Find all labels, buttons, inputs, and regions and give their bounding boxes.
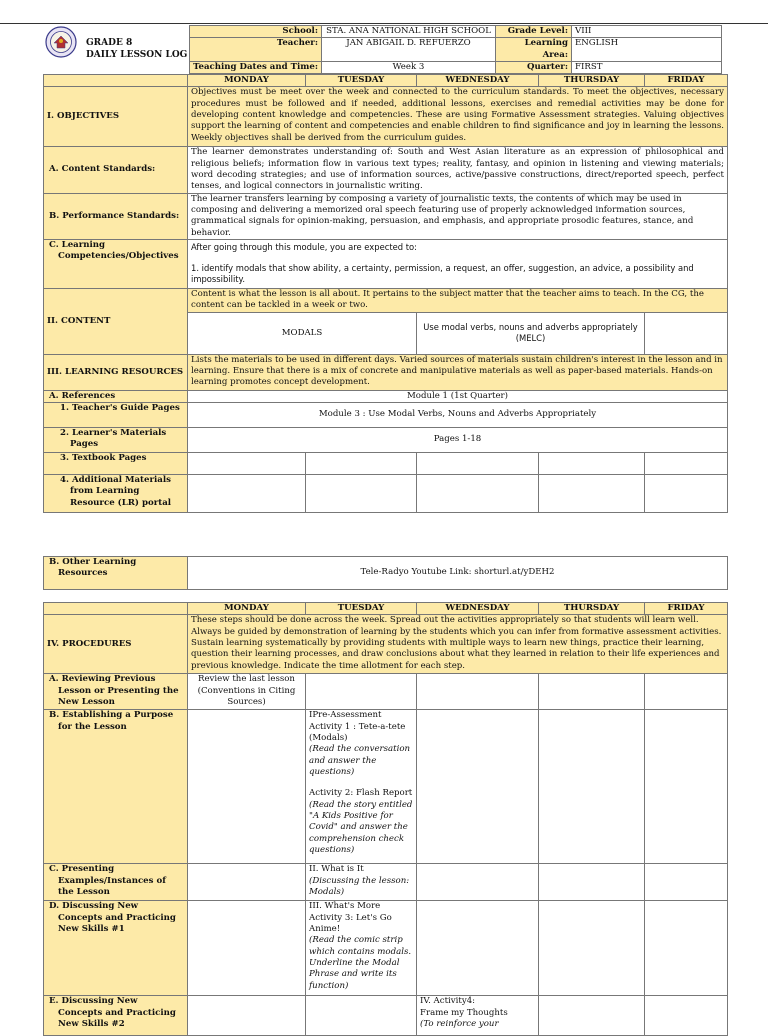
- proc-c-fri: [645, 864, 728, 901]
- day-thursday: THURSDAY: [539, 75, 645, 87]
- proc-day-thursday: THURSDAY: [539, 603, 645, 615]
- proc-d-tuesday: [306, 901, 417, 996]
- tg-label: 1. Teacher's Guide Pages: [44, 403, 188, 428]
- school-label: School:: [190, 26, 322, 38]
- references-value: Module 1 (1st Quarter): [188, 390, 728, 402]
- tg-value: Module 3 : Use Modal Verbs, Nouns and Adverbs Appropriately: [188, 403, 728, 428]
- activity-3: Activity 3: Let's Go Anime!: [309, 912, 392, 935]
- proc-e-label: E. Discussing New Concepts and Practicing New Skills #2: [44, 996, 188, 1036]
- proc-a-thu: [539, 674, 645, 710]
- content-text: Content is what the lesson is all about. It pertains to the subject matter that the teacher aims to teach. In the CG, the content can be tackled in a week or two.: [188, 289, 728, 313]
- quarter-value: FIRST: [572, 62, 722, 74]
- dates-value: Week 3: [322, 62, 496, 74]
- proc-day-friday: FRIDAY: [645, 603, 728, 615]
- references-label: A. References: [44, 390, 188, 402]
- deped-seal-icon: [45, 26, 77, 58]
- learning-area-value: ENGLISH: [572, 38, 722, 62]
- additional-fri: [645, 475, 728, 513]
- proc-corner-cell: [44, 603, 188, 615]
- objectives-text: Objectives must be meet over the week and connected to the curriculum standards. To meet the objectives, necessary procedures must be followed and if needed, additional lessons, exercises and remedial activities may be done for developing content knowledge and competencies. These are using Formative Assessment strategies. Valuing objectives support the learning of content and competencies and enable children to find significance and joy in learning the lessons. Weekly objectives shall be derived from the curriculum guides.: [188, 87, 728, 147]
- proc-c-wed: [417, 864, 539, 901]
- header-title: [86, 38, 187, 61]
- content-label: II. CONTENT: [44, 289, 188, 355]
- textbook-mon: [188, 453, 306, 475]
- proc-day-monday: MONDAY: [188, 603, 306, 615]
- proc-b-label: B. Establishing a Purpose for the Lesson: [44, 710, 188, 864]
- proc-d-label: D. Discussing New Concepts and Practicing New Skills #1: [44, 901, 188, 996]
- activity-2-note: (Read the story entitled "A Kids Positive for Covid" and answer the comprehension check questions): [309, 799, 413, 856]
- content-standards-label: A. Content Standards:: [44, 147, 188, 193]
- proc-c-thu: [539, 864, 645, 901]
- other-resources-table: [43, 556, 728, 590]
- proc-c-label: C. Presenting Examples/Instances of the Lesson: [44, 864, 188, 901]
- proc-b-thu: [539, 710, 645, 864]
- day-tuesday: TUESDAY: [306, 75, 417, 87]
- what-is-it-note: (Discussing the lesson: Modals): [309, 875, 410, 898]
- proc-d-thu: [539, 901, 645, 996]
- dates-label: Teaching Dates and Time:: [190, 62, 322, 74]
- additional-tue: [306, 475, 417, 513]
- proc-c-mon: [188, 864, 306, 901]
- competencies-cell: [188, 240, 728, 289]
- performance-standards-label: B. Performance Standards:: [44, 193, 188, 239]
- proc-c-tuesday: [306, 864, 417, 901]
- other-resources-label: B. Other Learning Resources: [44, 557, 188, 590]
- learning-area-label: Learning Area:: [496, 38, 572, 62]
- proc-d-wed: [417, 901, 539, 996]
- what-is-it: II. What is It: [309, 864, 364, 875]
- log-title: DAILY LESSON LOG: [86, 49, 188, 60]
- frame-my-thoughts: Frame my Thoughts: [420, 1007, 508, 1018]
- textbook-wed: [417, 453, 539, 475]
- content-wednesday: Use modal verbs, nouns and adverbs appropriately (MELC): [417, 312, 645, 354]
- objectives-label: I. OBJECTIVES: [44, 87, 188, 147]
- corner-cell: [44, 75, 188, 87]
- activity-3-note: (Read the comic strip which contains modals. Underline the Modal Phrase and write its function): [309, 935, 412, 991]
- quarter-label: Quarter:: [496, 62, 572, 74]
- proc-a-tue: [306, 674, 417, 710]
- school-value: STA. ANA NATIONAL HIGH SCHOOL: [322, 26, 496, 38]
- textbook-fri: [645, 453, 728, 475]
- activity-4: IV. Activity4:: [420, 996, 476, 1007]
- proc-b-fri: [645, 710, 728, 864]
- activity-1-note: (Read the conversation and answer the questions): [309, 744, 411, 778]
- proc-a-label: A. Reviewing Previous Lesson or Presenting the New Lesson: [44, 674, 188, 710]
- competencies-label: C. Learning Competencies/Objectives: [44, 240, 188, 289]
- proc-day-tuesday: TUESDAY: [306, 603, 417, 615]
- resources-label: III. LEARNING RESOURCES: [44, 354, 188, 390]
- proc-b-wed: [417, 710, 539, 864]
- proc-a-wed: [417, 674, 539, 710]
- day-wednesday: WEDNESDAY: [417, 75, 539, 87]
- teacher-label: Teacher:: [190, 38, 322, 62]
- top-rule: [0, 23, 768, 24]
- lm-value: Pages 1-18: [188, 428, 728, 453]
- activity-4-note: (To reinforce your: [420, 1019, 499, 1030]
- header-info-table: [189, 25, 722, 74]
- proc-d-mon: [188, 901, 306, 996]
- content-thursday: [645, 312, 728, 354]
- competencies-item: 1. identify modals that show ability, a certainty, permission, a request, an offer, suggestion, an advice, a possibility and impossibility.: [191, 263, 694, 285]
- additional-label: 4. Additional Materials from Learning Resource (LR) portal: [44, 475, 188, 513]
- grade-level-value: VIII: [572, 26, 722, 38]
- additional-mon: [188, 475, 306, 513]
- teacher-value: JAN ABIGAIL D. REFUERZO: [322, 38, 496, 62]
- activity-1: Activity 1 : Tete-a-tete (Modals): [309, 721, 406, 744]
- activity-2: Activity 2: Flash Report: [309, 788, 413, 799]
- textbook-thu: [539, 453, 645, 475]
- proc-day-wednesday: WEDNESDAY: [417, 603, 539, 615]
- other-resources-value: Tele-Radyo Youtube Link: shorturl.at/yDEH2: [188, 557, 728, 590]
- additional-thu: [539, 475, 645, 513]
- proc-a-monday: Review the last lesson (Conventions in Citing Sources): [188, 674, 306, 710]
- grade-level-label: Grade Level:: [496, 26, 572, 38]
- proc-e-mon: [188, 996, 306, 1036]
- proc-e-thu: [539, 996, 645, 1036]
- competencies-intro: After going through this module, you are expected to:: [191, 242, 417, 253]
- objectives-table: [43, 74, 728, 513]
- additional-wed: [417, 475, 539, 513]
- content-monday: MODALS: [188, 312, 417, 354]
- proc-e-tue: [306, 996, 417, 1036]
- procedures-table: [43, 602, 728, 1036]
- performance-standards-text: The learner transfers learning by composing a variety of journalistic texts, the contents of which may be used in composing and delivering a memorized oral speech featuring use of properly acknowledged information sources, grammatical signals for opinion-making, persuasion, and emphasis, and appropriate prosodic features, stance, and behavior.: [188, 193, 728, 239]
- pre-assessment: IPre-Assessment: [309, 710, 382, 721]
- proc-e-fri: [645, 996, 728, 1036]
- textbook-tue: [306, 453, 417, 475]
- resources-text: Lists the materials to be used in different days. Varied sources of materials sustain children's interest in the lesson and in learning. Ensure that there is a mix of concrete and manipulative materials as well as paper-based materials. Hands-on learning promotes concept development.: [188, 354, 728, 390]
- proc-b-mon: [188, 710, 306, 864]
- proc-a-fri: [645, 674, 728, 710]
- procedures-label: IV. PROCEDURES: [44, 615, 188, 674]
- lm-label: 2. Learner's Materials Pages: [44, 428, 188, 453]
- whats-more: III. What's More: [309, 901, 381, 912]
- procedures-text: These steps should be done across the week. Spread out the activities appropriately so that students will learn well. Always be guided by demonstration of learning by the students which you can infer from formative assessment activities. Sustain learning systematically by providing students with multiple ways to learn new things, practice their learning, question their learning processes, and draw conclusions about what they learned in relation to their life experiences and previous knowledge. Indicate the time allotment for each step.: [188, 615, 728, 674]
- day-monday: MONDAY: [188, 75, 306, 87]
- proc-e-wednesday: [417, 996, 539, 1036]
- day-friday: FRIDAY: [645, 75, 728, 87]
- proc-d-fri: [645, 901, 728, 996]
- proc-b-tuesday: [306, 710, 417, 864]
- grade-label: GRADE 8: [86, 38, 133, 48]
- content-standards-text: The learner demonstrates understanding of: South and West Asian literature as an expression of philosophical and religious beliefs; information flow in various text types; reality, fantasy, and opinion in listening and viewing materials; word decoding strategies; and use of information sources, active/passive constructions, direct/reported speech, perfect tenses, and logical connectors in journalistic writing.: [188, 147, 728, 193]
- textbook-label: 3. Textbook Pages: [44, 453, 188, 475]
